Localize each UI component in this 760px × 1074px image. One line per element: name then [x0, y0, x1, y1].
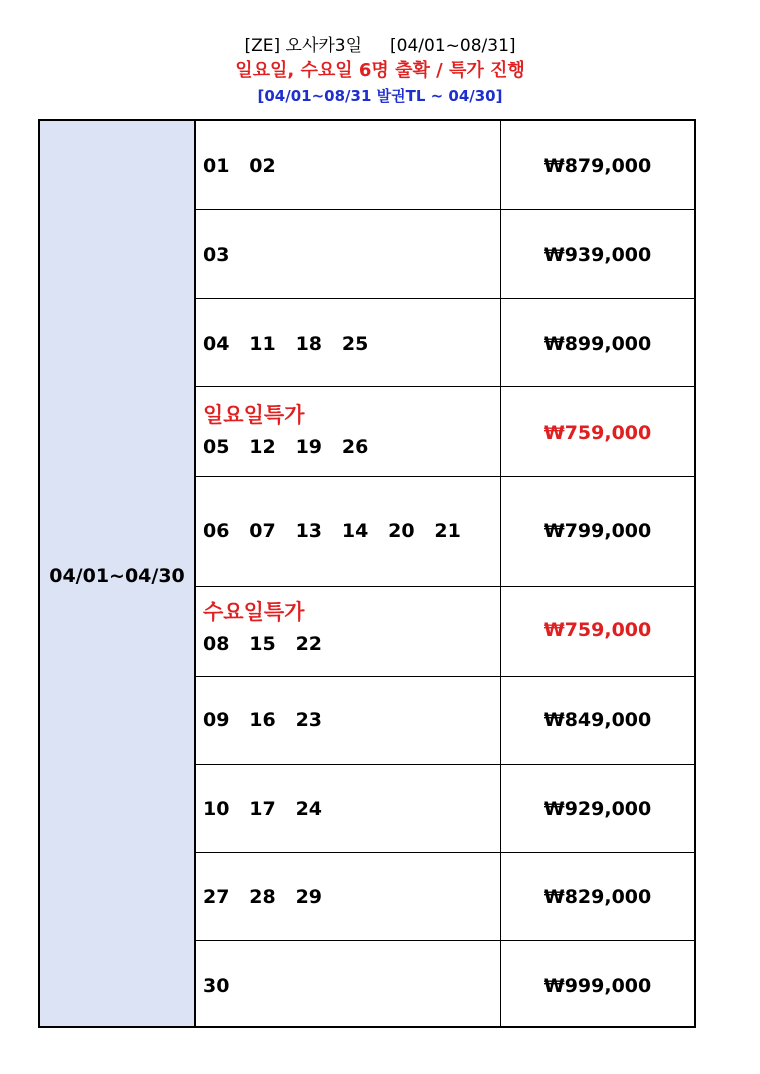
- special-price: ₩759,000: [543, 619, 652, 641]
- special-offer-label: 일요일특가: [203, 403, 305, 427]
- price: ₩939,000: [543, 244, 652, 266]
- price-table: [38, 119, 696, 1028]
- table-row: [196, 765, 694, 853]
- price: ₩849,000: [543, 709, 652, 731]
- special-offer-label: 수요일특가: [203, 600, 305, 624]
- days-cell: [196, 299, 501, 386]
- price: ₩999,000: [543, 975, 652, 997]
- price-rows: [196, 121, 694, 1026]
- special-price: ₩759,000: [543, 422, 652, 444]
- price: ₩799,000: [543, 520, 652, 542]
- table-row: [196, 477, 694, 587]
- departure-days: 03: [203, 244, 230, 266]
- product-period: [04/01~08/31]: [390, 36, 516, 56]
- product-name: [ZE] 오사카3일: [244, 36, 363, 56]
- price: ₩929,000: [543, 798, 652, 820]
- days-cell: [196, 677, 501, 764]
- ticketing-deadline: [04/01~08/31 발권TL ~ 04/30]: [257, 87, 503, 105]
- departure-days: 04 11 18 25: [203, 333, 369, 355]
- departure-days: 30: [203, 975, 230, 997]
- departure-days: 09 16 23: [203, 709, 323, 731]
- promo-notice: 일요일, 수요일 6명 출확 / 특가 진행: [235, 60, 525, 81]
- price: ₩899,000: [543, 333, 652, 355]
- table-row: [196, 941, 694, 1026]
- days-cell: [196, 765, 501, 852]
- table-row: [196, 299, 694, 387]
- departure-days: 08 15 22: [203, 633, 323, 655]
- table-row: [196, 210, 694, 299]
- product-title: [0, 35, 760, 57]
- price: ₩829,000: [543, 886, 652, 908]
- table-row: [196, 387, 694, 477]
- days-cell: [196, 210, 501, 298]
- table-row: [196, 587, 694, 677]
- price: ₩879,000: [543, 155, 652, 177]
- table-row: [196, 121, 694, 210]
- days-cell: [196, 387, 501, 476]
- departure-days: 01 02: [203, 155, 276, 177]
- departure-days: 06 07 13 14 20 21: [203, 520, 461, 542]
- days-cell: [196, 587, 501, 676]
- table-row: [196, 677, 694, 765]
- days-cell: [196, 477, 501, 586]
- table-row: [196, 853, 694, 941]
- departure-days: 27 28 29: [203, 886, 323, 908]
- days-cell: [196, 121, 501, 209]
- period-cell: [40, 121, 196, 1026]
- days-cell: [196, 853, 501, 940]
- period-label: 04/01~04/30: [49, 565, 185, 587]
- departure-days: 10 17 24: [203, 798, 323, 820]
- departure-days: 05 12 19 26: [203, 436, 369, 458]
- days-cell: [196, 941, 501, 1026]
